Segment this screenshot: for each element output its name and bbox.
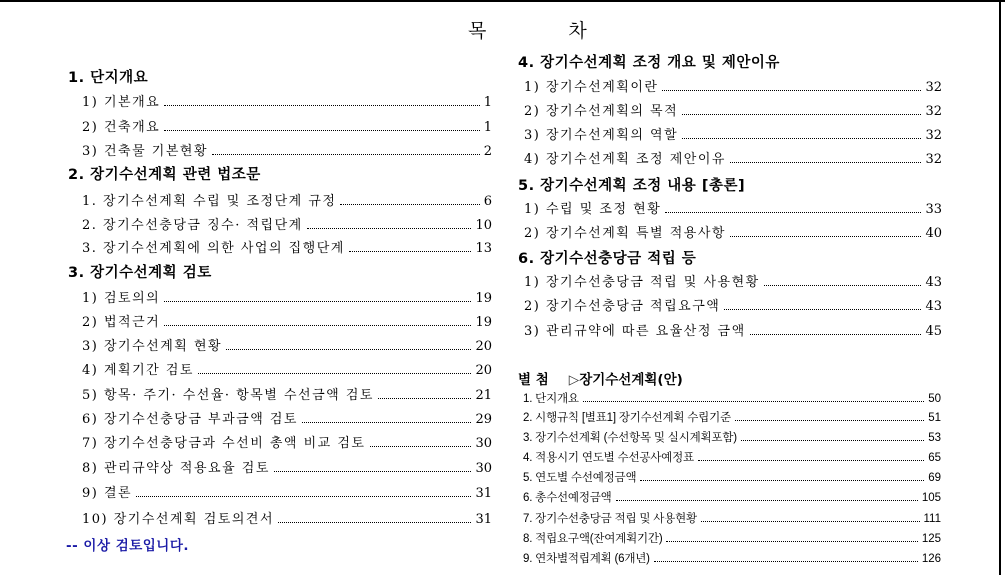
toc-entry[interactable]: 8) 관리규약상 적용요율 검토 30 xyxy=(82,461,492,476)
toc-entry[interactable]: 5) 항목· 주기· 수선율· 항목별 수선금액 검토 21 xyxy=(82,388,492,403)
section-heading-2: 2. 장기수선계획 관련 법조문 xyxy=(68,167,261,183)
toc-entry[interactable]: 7) 장기수선충당금과 수선비 총액 비교 검토 30 xyxy=(82,436,492,451)
toc-entry[interactable]: 3) 장기수선계획의 역할 32 xyxy=(524,128,942,143)
toc-entry[interactable]: 3) 장기수선계획 현황 20 xyxy=(82,339,492,354)
toc-entry[interactable]: 1) 검토의의 19 xyxy=(82,291,492,306)
toc-entry[interactable]: 1) 기본개요 1 xyxy=(82,95,492,110)
toc-entry[interactable]: 4) 장기수선계획 조정 제안이유 32 xyxy=(524,152,942,167)
annex-entry[interactable]: 5. 연도별 수선예정금액 69 xyxy=(523,472,941,484)
section-heading-1: 1. 단지개요 xyxy=(68,70,149,86)
section-heading-3: 3. 장기수선계획 검토 xyxy=(68,265,212,281)
toc-entry[interactable]: 3) 건축물 기본현황 2 xyxy=(82,144,492,159)
annex-title: 장기수선계획(안) xyxy=(579,372,683,388)
annex-entry[interactable]: 2. 시행규칙 [별표1] 장기수선계획 수립기준 51 xyxy=(523,412,941,424)
toc-entry[interactable]: 2) 장기수선충당금 적립요구액 43 xyxy=(524,299,942,314)
annex-entry[interactable]: 3. 장기수선계획 (수선항목 및 실시계획포함) 53 xyxy=(523,432,941,444)
toc-entry[interactable]: 4) 계획기간 검토 20 xyxy=(82,363,492,378)
annex-entry[interactable]: 7. 장기수선충당금 적립 및 사용현황 111 xyxy=(523,513,941,525)
annex-heading xyxy=(518,368,683,388)
toc-entry[interactable]: 2) 건축개요 1 xyxy=(82,120,492,135)
annex-entry[interactable]: 8. 적립요구액(잔여계획기간) 125 xyxy=(523,533,941,545)
page-title: 목 차 xyxy=(468,20,625,42)
toc-entry[interactable]: 2) 장기수선계획 특별 적용사항 40 xyxy=(524,226,942,241)
toc-entry[interactable]: 1) 장기수선충당금 적립 및 사용현황 43 xyxy=(524,275,942,290)
toc-entry[interactable]: 1. 장기수선계획 수립 및 조정단계 규정 6 xyxy=(82,194,492,209)
toc-entry[interactable]: 2) 장기수선계획의 목적 32 xyxy=(524,104,942,119)
annex-entry[interactable]: 9. 연차별적립계획 (6개년) 126 xyxy=(523,553,941,565)
page-right-border xyxy=(999,0,1001,575)
annex-entry[interactable]: 6. 총수선예정금액 105 xyxy=(523,492,941,504)
toc-entry[interactable]: 1) 장기수선계획이란 32 xyxy=(524,80,942,95)
annex-label: 별 첨 xyxy=(518,372,549,388)
section-heading-4: 4. 장기수선계획 조정 개요 및 제안이유 xyxy=(518,55,780,71)
toc-entry[interactable]: 3) 관리규약에 따른 요율산정 금액 45 xyxy=(524,324,942,339)
toc-entry[interactable]: 6) 장기수선충당금 부과금액 검토 29 xyxy=(82,412,492,427)
toc-entry[interactable]: 2) 법적근거 19 xyxy=(82,315,492,330)
toc-entry[interactable]: 2. 장기수선충당금 징수· 적립단계 10 xyxy=(82,218,492,233)
toc-entry[interactable]: 10) 장기수선계획 검토의견서 31 xyxy=(82,512,492,527)
toc-entry[interactable]: 3. 장기수선계획에 의한 사업의 집행단계 13 xyxy=(82,241,492,256)
toc-entry[interactable]: 9) 결론 31 xyxy=(82,486,492,501)
section-heading-5: 5. 장기수선계획 조정 내용 [총론] xyxy=(518,178,746,194)
toc-entry[interactable]: 1) 수립 및 조정 현황 33 xyxy=(524,202,942,217)
end-note: -- 이상 검토입니다. xyxy=(66,538,190,554)
section-heading-6: 6. 장기수선충당금 적립 등 xyxy=(518,251,697,267)
annex-entry[interactable]: 4. 적용시기 연도별 수선공사예정표 65 xyxy=(523,452,941,464)
triangle-right-icon: ▷ xyxy=(568,372,580,388)
annex-entry[interactable]: 1. 단지개요 50 xyxy=(523,393,941,405)
page-top-border xyxy=(0,0,1005,2)
